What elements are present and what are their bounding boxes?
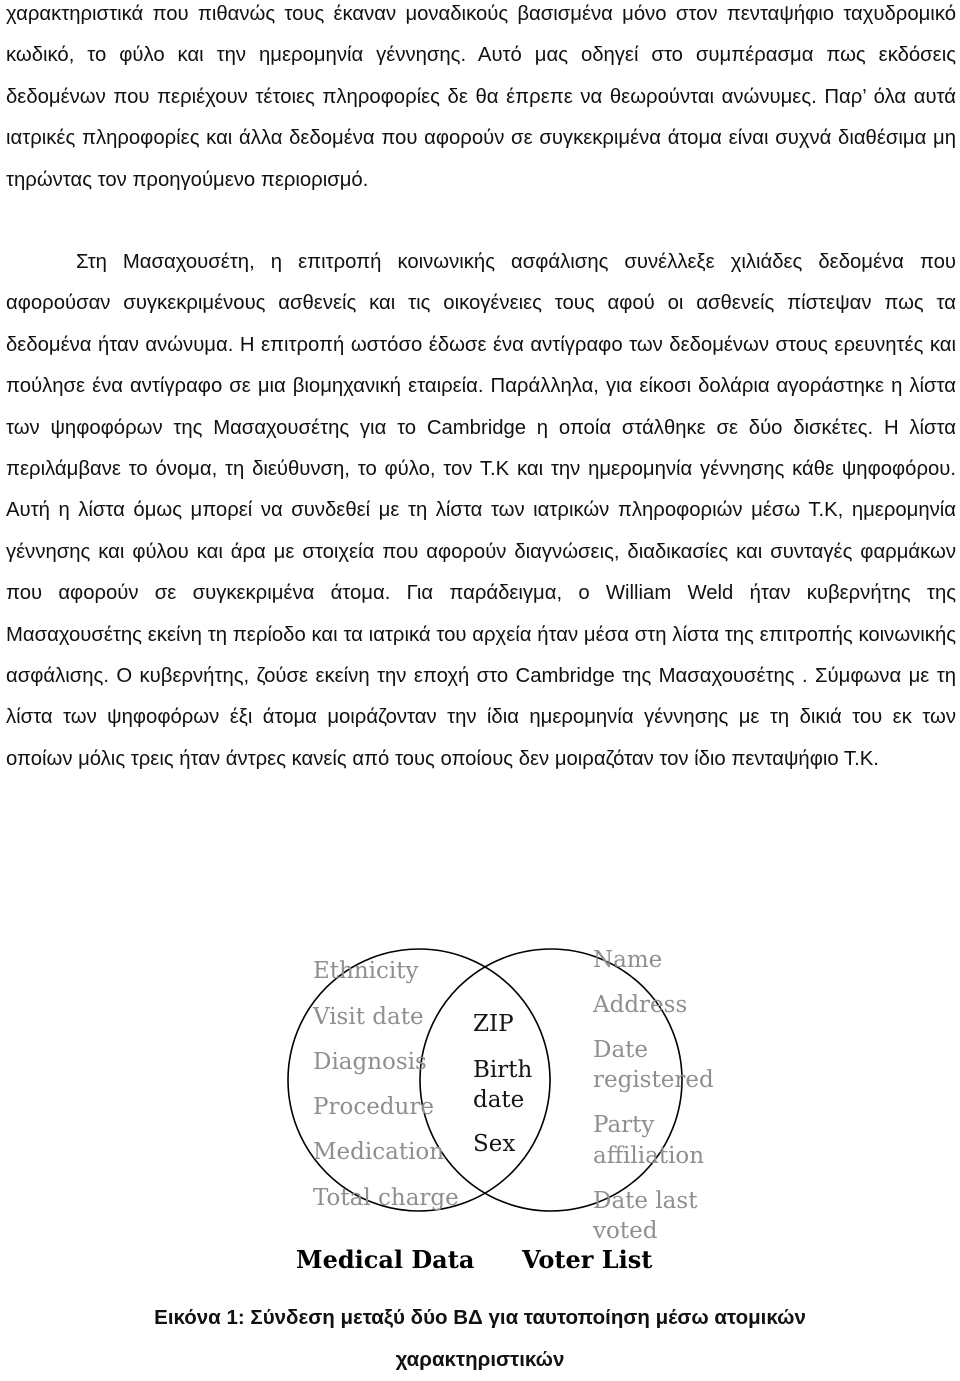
venn-diagram — [286, 930, 714, 1275]
left-item: Diagnosis — [313, 1049, 427, 1075]
medical-data-title: Medical Data — [296, 1245, 475, 1274]
body-paragraph-2: Στη Μασαχουσέτη, η επιτροπή κοινωνικής ασφάλισης συνέλλεξε χιλιάδες δεδομένα που αφορούσαν συγκεκριμένους ασθενείς και τις οικογένειες τους αφού οι ασθενείς πίστεψαν πως τα δεδομένα ήταν ανώνυμα. Η επιτροπή ωστόσο έδωσε ένα αντίγραφο των δεδομένων στους ερευνητές και πούλησε ένα αντίγραφο σε μια βιομηχανική εταιρεία. Παράλληλα, για είκοσι δολάρια αγοράστηκε η λίστα των ψηφοφόρων της Μασαχουσέτης για το Cambridge η οποία στάλθηκε σε δύο δισκέτες. Η λίστα περιλάμβανε το όνομα, τη διεύθυνση, το φύλο, τον Τ.Κ και την ημερομηνία γέννησης κάθε ψηφοφόρου. Αυτή η λίστα όμως μπορεί να συνδεθεί με τη λίστα των ιατρικών πληροφοριών μέσω Τ.Κ, ημερομηνία γέννησης και φύλου και άρα με στοιχεία που αφορούν διαγνώσεις, διαδικασίες και συνταγές φαρμάκων που αφορούν σε συγκεκριμένα άτομα. Για παράδειγμα, ο William Weld ήταν κυβερνήτης της Μασαχουσέτης εκείνη τη περίοδο και τα ιατρικά του αρχεία ήταν μέσα στη λίστα της επιτροπής κοινωνικής ασφάλισης. Ο κυβερνήτης, ζούσε εκείνη την εποχή στο Cambridge της Μασαχουσέτης . Σύμφωνα με τη λίστα των ψηφοφόρων έξι άτομα μοιράζονταν την ίδια ημερομηνία γέννησης με τη δικιά του εκ των οποίων μόλις τρεις ήταν άντρες κανείς από τους οποίους δεν μοιραζόταν τον ίδιο πενταψήφιο Τ.Κ. — [6, 251, 956, 770]
right-item: voted — [593, 1218, 658, 1244]
left-item: Visit date — [313, 1004, 424, 1030]
shared-item: date — [473, 1087, 525, 1113]
left-item: Total charge — [313, 1185, 459, 1211]
left-item: Procedure — [313, 1094, 434, 1120]
shared-item: Sex — [473, 1131, 516, 1157]
shared-item: ZIP — [473, 1011, 514, 1037]
figure-caption-continued: χαρακτηριστικών — [395, 1348, 565, 1371]
left-item: Ethnicity — [313, 958, 419, 984]
voter-list-title: Voter List — [522, 1245, 653, 1274]
shared-item: Birth — [473, 1057, 533, 1083]
right-item: Address — [593, 992, 688, 1018]
right-item: Date last — [593, 1188, 698, 1214]
right-item: affiliation — [593, 1143, 705, 1169]
right-item: Name — [593, 947, 663, 973]
right-item: registered — [593, 1067, 714, 1093]
figure-caption: Εικόνα 1: Σύνδεση μεταξύ δύο ΒΔ για ταυτοποίηση μέσω ατομικών — [154, 1306, 806, 1329]
right-item: Party — [593, 1112, 655, 1138]
body-paragraph-1: χαρακτηριστικά που πιθανώς τους έκαναν μοναδικούς βασισμένα μόνο στον πενταψήφιο ταχυδρομικό κωδικό, το φύλο και την ημερομηνία γέννησης. Αυτό μας οδηγεί στο συμπέρασμα πως εκδόσεις δεδομένων που περιέχουν τέτοιες πληροφορίες δε θα έπρεπε να θεωρούνται ανώνυμες. Παρ’ όλα αυτά ιατρικές πληροφορίες και άλλα δεδομένα που αφορούν σε συγκεκριμένα άτομα είναι συχνά διαθέσιμα μη τηρώντας τον προηγούμενο περιορισμό. — [6, 3, 956, 191]
left-item: Medication — [313, 1139, 445, 1165]
right-item: Date — [593, 1037, 649, 1063]
